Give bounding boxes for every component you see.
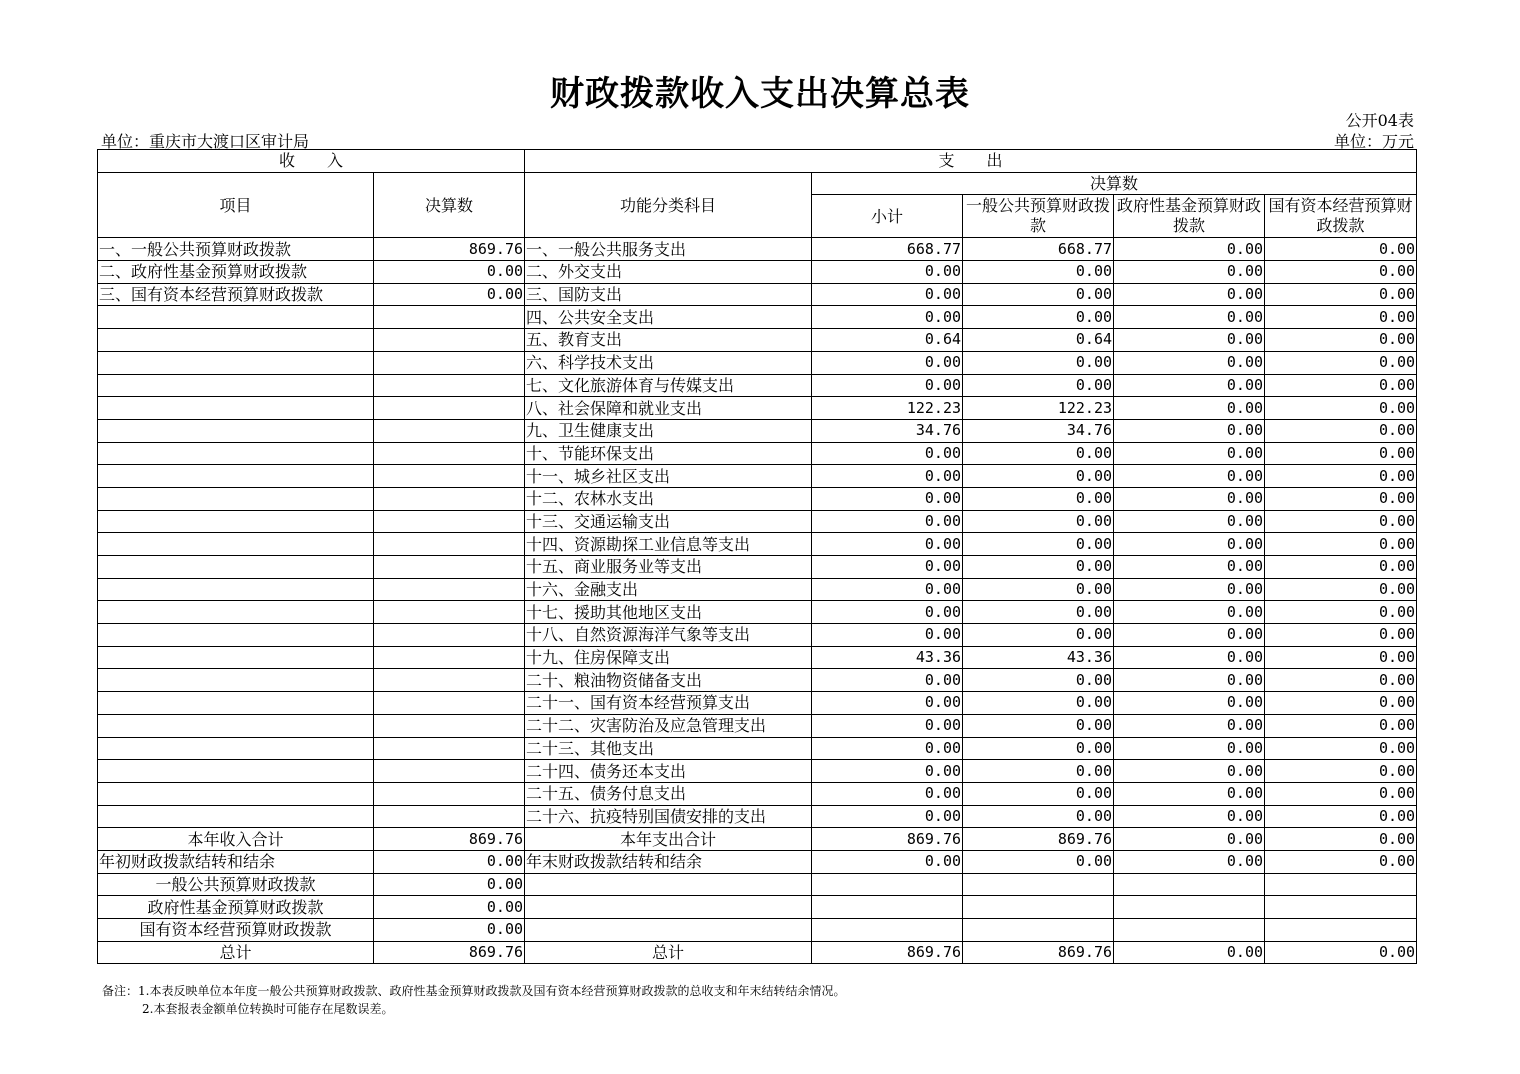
state-capital-cell: 0.00 — [1265, 578, 1417, 601]
state-capital-cell: 0.00 — [1265, 442, 1417, 465]
table-row — [98, 510, 1417, 533]
state-capital-cell: 0.00 — [1265, 374, 1417, 397]
carryover-sub-label: 国有资本经营预算财政拨款 — [98, 919, 374, 942]
carryover-sub-label: 一般公共预算财政拨款 — [98, 873, 374, 896]
carryover-row — [98, 850, 1417, 873]
general-budget-cell: 0.00 — [963, 760, 1114, 783]
subtotal-cell: 43.36 — [812, 646, 963, 669]
subtotal-cell: 0.00 — [812, 578, 963, 601]
state-capital-cell: 0.00 — [1265, 487, 1417, 510]
gov-fund-cell: 0.00 — [1114, 510, 1265, 533]
income-amount-cell — [374, 306, 525, 329]
expense-item-cell: 七、文化旅游体育与传媒支出 — [525, 374, 812, 397]
subtotal-cell: 0.64 — [812, 329, 963, 352]
expense-item-cell: 二十二、灾害防治及应急管理支出 — [525, 714, 812, 737]
income-item-cell — [98, 805, 374, 828]
subtotal-cell: 0.00 — [812, 306, 963, 329]
gov-fund-header: 政府性基金预算财政拨款 — [1114, 195, 1265, 238]
subtotal-cell: 0.00 — [812, 669, 963, 692]
expense-item-cell: 十、节能环保支出 — [525, 442, 812, 465]
income-item-cell — [98, 692, 374, 715]
general-budget-cell: 0.00 — [963, 601, 1114, 624]
empty-cell — [525, 873, 812, 896]
grand-total-general: 869.76 — [963, 941, 1114, 964]
carryover-sub-row — [98, 873, 1417, 896]
gov-fund-cell: 0.00 — [1114, 760, 1265, 783]
table-row — [98, 487, 1417, 510]
function-class-header: 功能分类科目 — [525, 172, 812, 238]
empty-cell — [812, 896, 963, 919]
expense-item-cell: 二十六、抗疫特别国债安排的支出 — [525, 805, 812, 828]
gov-fund-cell: 0.00 — [1114, 261, 1265, 284]
table-row — [98, 646, 1417, 669]
expense-item-cell: 二、外交支出 — [525, 261, 812, 284]
table-row — [98, 737, 1417, 760]
general-budget-cell: 0.00 — [963, 351, 1114, 374]
income-amount-cell — [374, 646, 525, 669]
income-amount-cell — [374, 669, 525, 692]
gov-fund-cell: 0.00 — [1114, 374, 1265, 397]
subtotal-cell: 0.00 — [812, 374, 963, 397]
final-amount-group-header: 决算数 — [812, 172, 1417, 195]
subtotal-cell: 0.00 — [812, 737, 963, 760]
income-amount-cell: 869.76 — [374, 238, 525, 261]
empty-cell — [1265, 896, 1417, 919]
year-total-general: 869.76 — [963, 828, 1114, 851]
income-item-cell — [98, 646, 374, 669]
state-capital-cell: 0.00 — [1265, 351, 1417, 374]
empty-cell — [1114, 919, 1265, 942]
expense-item-cell: 四、公共安全支出 — [525, 306, 812, 329]
subtotal-cell: 668.77 — [812, 238, 963, 261]
income-header: 收 入 — [98, 150, 525, 173]
general-budget-cell: 0.00 — [963, 306, 1114, 329]
general-budget-cell: 0.00 — [963, 669, 1114, 692]
final-amount-header: 决算数 — [374, 172, 525, 238]
income-item-cell — [98, 556, 374, 579]
subtotal-cell: 0.00 — [812, 782, 963, 805]
carryover-sub-label: 政府性基金预算财政拨款 — [98, 896, 374, 919]
carryover-sub-row — [98, 919, 1417, 942]
gov-fund-cell: 0.00 — [1114, 465, 1265, 488]
table-body — [98, 238, 1417, 964]
income-item-cell — [98, 782, 374, 805]
expense-item-cell: 十九、住房保障支出 — [525, 646, 812, 669]
gov-fund-cell: 0.00 — [1114, 737, 1265, 760]
year-expense-total-label: 本年支出合计 — [525, 828, 812, 851]
reporting-unit: 单位：重庆市大渡口区审计局 — [101, 132, 310, 151]
income-item-cell — [98, 397, 374, 420]
gov-fund-cell: 0.00 — [1114, 782, 1265, 805]
table-row — [98, 465, 1417, 488]
income-amount-cell — [374, 397, 525, 420]
income-amount-cell — [374, 760, 525, 783]
income-amount-cell — [374, 601, 525, 624]
income-item-cell: 二、政府性基金预算财政拨款 — [98, 261, 374, 284]
general-budget-cell: 0.00 — [963, 510, 1114, 533]
income-item-cell — [98, 442, 374, 465]
expense-item-cell: 一、一般公共服务支出 — [525, 238, 812, 261]
gov-fund-cell: 0.00 — [1114, 419, 1265, 442]
subtotal-cell: 122.23 — [812, 397, 963, 420]
general-budget-cell: 0.00 — [963, 714, 1114, 737]
state-capital-cell: 0.00 — [1265, 306, 1417, 329]
state-capital-cell: 0.00 — [1265, 669, 1417, 692]
grand-total-income-label: 总计 — [98, 941, 374, 964]
empty-cell — [812, 919, 963, 942]
footnote-1: 备注：1.本表反映单位本年度一般公共预算财政拨款、政府性基金预算财政拨款及国有资本经营预算财政拨款的总收支和年末结转结余情况。 — [102, 984, 846, 998]
item-header: 项目 — [98, 172, 374, 238]
general-budget-cell: 0.00 — [963, 805, 1114, 828]
income-amount-cell: 0.00 — [374, 261, 525, 284]
subtotal-cell: 0.00 — [812, 556, 963, 579]
general-budget-cell: 122.23 — [963, 397, 1114, 420]
year-total-subtotal: 869.76 — [812, 828, 963, 851]
income-item-cell — [98, 374, 374, 397]
carryover-sub-row — [98, 896, 1417, 919]
expense-item-cell: 二十四、债务还本支出 — [525, 760, 812, 783]
table-row — [98, 283, 1417, 306]
subtotal-header: 小计 — [812, 195, 963, 238]
carryover-general: 0.00 — [963, 850, 1114, 873]
subtotal-cell: 0.00 — [812, 465, 963, 488]
table-row — [98, 419, 1417, 442]
header-row-1 — [98, 150, 1417, 173]
state-capital-cell: 0.00 — [1265, 805, 1417, 828]
expense-item-cell: 十七、援助其他地区支出 — [525, 601, 812, 624]
carryover-sub-amount: 0.00 — [374, 896, 525, 919]
subtotal-cell: 0.00 — [812, 351, 963, 374]
gov-fund-cell: 0.00 — [1114, 556, 1265, 579]
income-item-cell — [98, 669, 374, 692]
income-amount-cell — [374, 465, 525, 488]
general-budget-cell: 0.00 — [963, 737, 1114, 760]
state-capital-cell: 0.00 — [1265, 397, 1417, 420]
carryover-fund: 0.00 — [1114, 850, 1265, 873]
empty-cell — [525, 896, 812, 919]
table-row — [98, 329, 1417, 352]
income-item-cell — [98, 624, 374, 647]
general-budget-cell: 43.36 — [963, 646, 1114, 669]
state-capital-cell: 0.00 — [1265, 556, 1417, 579]
table-row — [98, 351, 1417, 374]
carryover-income-label: 年初财政拨款结转和结余 — [98, 850, 374, 873]
table-row — [98, 533, 1417, 556]
gov-fund-cell: 0.00 — [1114, 714, 1265, 737]
currency-unit: 单位：万元 — [1333, 132, 1414, 151]
grand-total-capital: 0.00 — [1265, 941, 1417, 964]
empty-cell — [963, 919, 1114, 942]
gov-fund-cell: 0.00 — [1114, 283, 1265, 306]
state-capital-cell: 0.00 — [1265, 283, 1417, 306]
carryover-sub-amount: 0.00 — [374, 919, 525, 942]
gov-fund-cell: 0.00 — [1114, 533, 1265, 556]
general-budget-cell: 0.00 — [963, 692, 1114, 715]
income-amount-cell — [374, 805, 525, 828]
general-budget-cell: 0.00 — [963, 487, 1114, 510]
general-budget-cell: 0.00 — [963, 624, 1114, 647]
table-row — [98, 782, 1417, 805]
state-capital-header: 国有资本经营预算财政拨款 — [1265, 195, 1417, 238]
state-capital-cell: 0.00 — [1265, 737, 1417, 760]
income-item-cell — [98, 329, 374, 352]
empty-cell — [1114, 873, 1265, 896]
income-amount-cell — [374, 624, 525, 647]
table-row — [98, 578, 1417, 601]
gov-fund-cell: 0.00 — [1114, 238, 1265, 261]
general-budget-cell: 0.00 — [963, 533, 1114, 556]
state-capital-cell: 0.00 — [1265, 329, 1417, 352]
carryover-expense-label: 年末财政拨款结转和结余 — [525, 850, 812, 873]
state-capital-cell: 0.00 — [1265, 533, 1417, 556]
state-capital-cell: 0.00 — [1265, 624, 1417, 647]
general-budget-cell: 34.76 — [963, 419, 1114, 442]
income-amount-cell — [374, 737, 525, 760]
gov-fund-cell: 0.00 — [1114, 624, 1265, 647]
general-budget-cell: 0.00 — [963, 556, 1114, 579]
income-amount-cell — [374, 419, 525, 442]
budget-summary-table — [97, 149, 1417, 964]
grand-total-subtotal: 869.76 — [812, 941, 963, 964]
subtotal-cell: 0.00 — [812, 692, 963, 715]
table-row — [98, 306, 1417, 329]
income-amount-cell: 0.00 — [374, 283, 525, 306]
subtotal-cell: 0.00 — [812, 714, 963, 737]
expense-item-cell: 二十、粮油物资储备支出 — [525, 669, 812, 692]
general-budget-cell: 0.64 — [963, 329, 1114, 352]
subtotal-cell: 0.00 — [812, 601, 963, 624]
gov-fund-cell: 0.00 — [1114, 397, 1265, 420]
income-item-cell — [98, 419, 374, 442]
expense-item-cell: 十八、自然资源海洋气象等支出 — [525, 624, 812, 647]
table-row — [98, 805, 1417, 828]
general-budget-header: 一般公共预算财政拨款 — [963, 195, 1114, 238]
empty-cell — [1265, 919, 1417, 942]
general-budget-cell: 0.00 — [963, 465, 1114, 488]
income-amount-cell — [374, 374, 525, 397]
table-row — [98, 556, 1417, 579]
income-item-cell — [98, 714, 374, 737]
table-row — [98, 261, 1417, 284]
grand-total-fund: 0.00 — [1114, 941, 1265, 964]
general-budget-cell: 0.00 — [963, 442, 1114, 465]
carryover-capital: 0.00 — [1265, 850, 1417, 873]
table-row — [98, 601, 1417, 624]
expense-item-cell: 三、国防支出 — [525, 283, 812, 306]
expense-item-cell: 五、教育支出 — [525, 329, 812, 352]
empty-cell — [525, 919, 812, 942]
income-item-cell: 一、一般公共预算财政拨款 — [98, 238, 374, 261]
income-item-cell: 三、国有资本经营预算财政拨款 — [98, 283, 374, 306]
subtotal-cell: 0.00 — [812, 760, 963, 783]
income-item-cell — [98, 737, 374, 760]
subtotal-cell: 0.00 — [812, 533, 963, 556]
income-item-cell — [98, 533, 374, 556]
grand-total-income-amount: 869.76 — [374, 941, 525, 964]
income-amount-cell — [374, 351, 525, 374]
header-row-2 — [98, 172, 1417, 195]
empty-cell — [1114, 896, 1265, 919]
income-amount-cell — [374, 782, 525, 805]
income-item-cell — [98, 351, 374, 374]
income-amount-cell — [374, 487, 525, 510]
income-amount-cell — [374, 329, 525, 352]
table-row — [98, 624, 1417, 647]
state-capital-cell: 0.00 — [1265, 510, 1417, 533]
year-income-total-amount: 869.76 — [374, 828, 525, 851]
gov-fund-cell: 0.00 — [1114, 442, 1265, 465]
income-amount-cell — [374, 714, 525, 737]
expense-item-cell: 十四、资源勘探工业信息等支出 — [525, 533, 812, 556]
year-total-capital: 0.00 — [1265, 828, 1417, 851]
general-budget-cell: 0.00 — [963, 782, 1114, 805]
carryover-sub-amount: 0.00 — [374, 873, 525, 896]
expense-item-cell: 十三、交通运输支出 — [525, 510, 812, 533]
year-total-fund: 0.00 — [1114, 828, 1265, 851]
expense-item-cell: 十五、商业服务业等支出 — [525, 556, 812, 579]
income-item-cell — [98, 465, 374, 488]
state-capital-cell: 0.00 — [1265, 646, 1417, 669]
year-total-row — [98, 828, 1417, 851]
income-amount-cell — [374, 510, 525, 533]
table-row — [98, 442, 1417, 465]
gov-fund-cell: 0.00 — [1114, 351, 1265, 374]
income-amount-cell — [374, 556, 525, 579]
expense-item-cell: 二十三、其他支出 — [525, 737, 812, 760]
state-capital-cell: 0.00 — [1265, 419, 1417, 442]
footnote-2: 2.本套报表金额单位转换时可能存在尾数误差。 — [142, 1002, 394, 1016]
general-budget-cell: 0.00 — [963, 374, 1114, 397]
state-capital-cell: 0.00 — [1265, 692, 1417, 715]
table-row — [98, 669, 1417, 692]
subtotal-cell: 0.00 — [812, 510, 963, 533]
income-amount-cell — [374, 442, 525, 465]
footnotes — [102, 982, 845, 1018]
subtotal-cell: 0.00 — [812, 283, 963, 306]
table-row — [98, 714, 1417, 737]
year-income-total-label: 本年收入合计 — [98, 828, 374, 851]
general-budget-cell: 668.77 — [963, 238, 1114, 261]
state-capital-cell: 0.00 — [1265, 782, 1417, 805]
gov-fund-cell: 0.00 — [1114, 669, 1265, 692]
state-capital-cell: 0.00 — [1265, 760, 1417, 783]
empty-cell — [1265, 873, 1417, 896]
page-title: 财政拨款收入支出决算总表 — [550, 74, 970, 114]
expense-item-cell: 二十五、债务付息支出 — [525, 782, 812, 805]
table-row — [98, 692, 1417, 715]
income-amount-cell — [374, 533, 525, 556]
income-item-cell — [98, 510, 374, 533]
income-amount-cell — [374, 692, 525, 715]
gov-fund-cell: 0.00 — [1114, 646, 1265, 669]
subtotal-cell: 0.00 — [812, 442, 963, 465]
general-budget-cell: 0.00 — [963, 578, 1114, 601]
gov-fund-cell: 0.00 — [1114, 805, 1265, 828]
state-capital-cell: 0.00 — [1265, 465, 1417, 488]
carryover-subtotal: 0.00 — [812, 850, 963, 873]
table-row — [98, 760, 1417, 783]
expense-item-cell: 十六、金融支出 — [525, 578, 812, 601]
income-item-cell — [98, 578, 374, 601]
subtotal-cell: 0.00 — [812, 487, 963, 510]
income-amount-cell — [374, 578, 525, 601]
grand-total-expense-label: 总计 — [525, 941, 812, 964]
state-capital-cell: 0.00 — [1265, 261, 1417, 284]
income-item-cell — [98, 601, 374, 624]
table-row — [98, 397, 1417, 420]
table-row — [98, 238, 1417, 261]
gov-fund-cell: 0.00 — [1114, 487, 1265, 510]
gov-fund-cell: 0.00 — [1114, 329, 1265, 352]
empty-cell — [963, 873, 1114, 896]
income-item-cell — [98, 487, 374, 510]
gov-fund-cell: 0.00 — [1114, 578, 1265, 601]
subtotal-cell: 34.76 — [812, 419, 963, 442]
subtotal-cell: 0.00 — [812, 261, 963, 284]
table-row — [98, 374, 1417, 397]
general-budget-cell: 0.00 — [963, 261, 1114, 284]
state-capital-cell: 0.00 — [1265, 238, 1417, 261]
carryover-income-amount: 0.00 — [374, 850, 525, 873]
expense-item-cell: 九、卫生健康支出 — [525, 419, 812, 442]
expense-header: 支 出 — [525, 150, 1417, 173]
grand-total-row — [98, 941, 1417, 964]
expense-item-cell: 六、科学技术支出 — [525, 351, 812, 374]
income-item-cell — [98, 306, 374, 329]
state-capital-cell: 0.00 — [1265, 714, 1417, 737]
gov-fund-cell: 0.00 — [1114, 692, 1265, 715]
income-item-cell — [98, 760, 374, 783]
subtotal-cell: 0.00 — [812, 624, 963, 647]
state-capital-cell: 0.00 — [1265, 601, 1417, 624]
expense-item-cell: 十一、城乡社区支出 — [525, 465, 812, 488]
gov-fund-cell: 0.00 — [1114, 306, 1265, 329]
empty-cell — [963, 896, 1114, 919]
expense-item-cell: 十二、农林水支出 — [525, 487, 812, 510]
general-budget-cell: 0.00 — [963, 283, 1114, 306]
subtotal-cell: 0.00 — [812, 805, 963, 828]
expense-item-cell: 二十一、国有资本经营预算支出 — [525, 692, 812, 715]
empty-cell — [812, 873, 963, 896]
form-number: 公开04表 — [1345, 111, 1414, 130]
expense-item-cell: 八、社会保障和就业支出 — [525, 397, 812, 420]
gov-fund-cell: 0.00 — [1114, 601, 1265, 624]
